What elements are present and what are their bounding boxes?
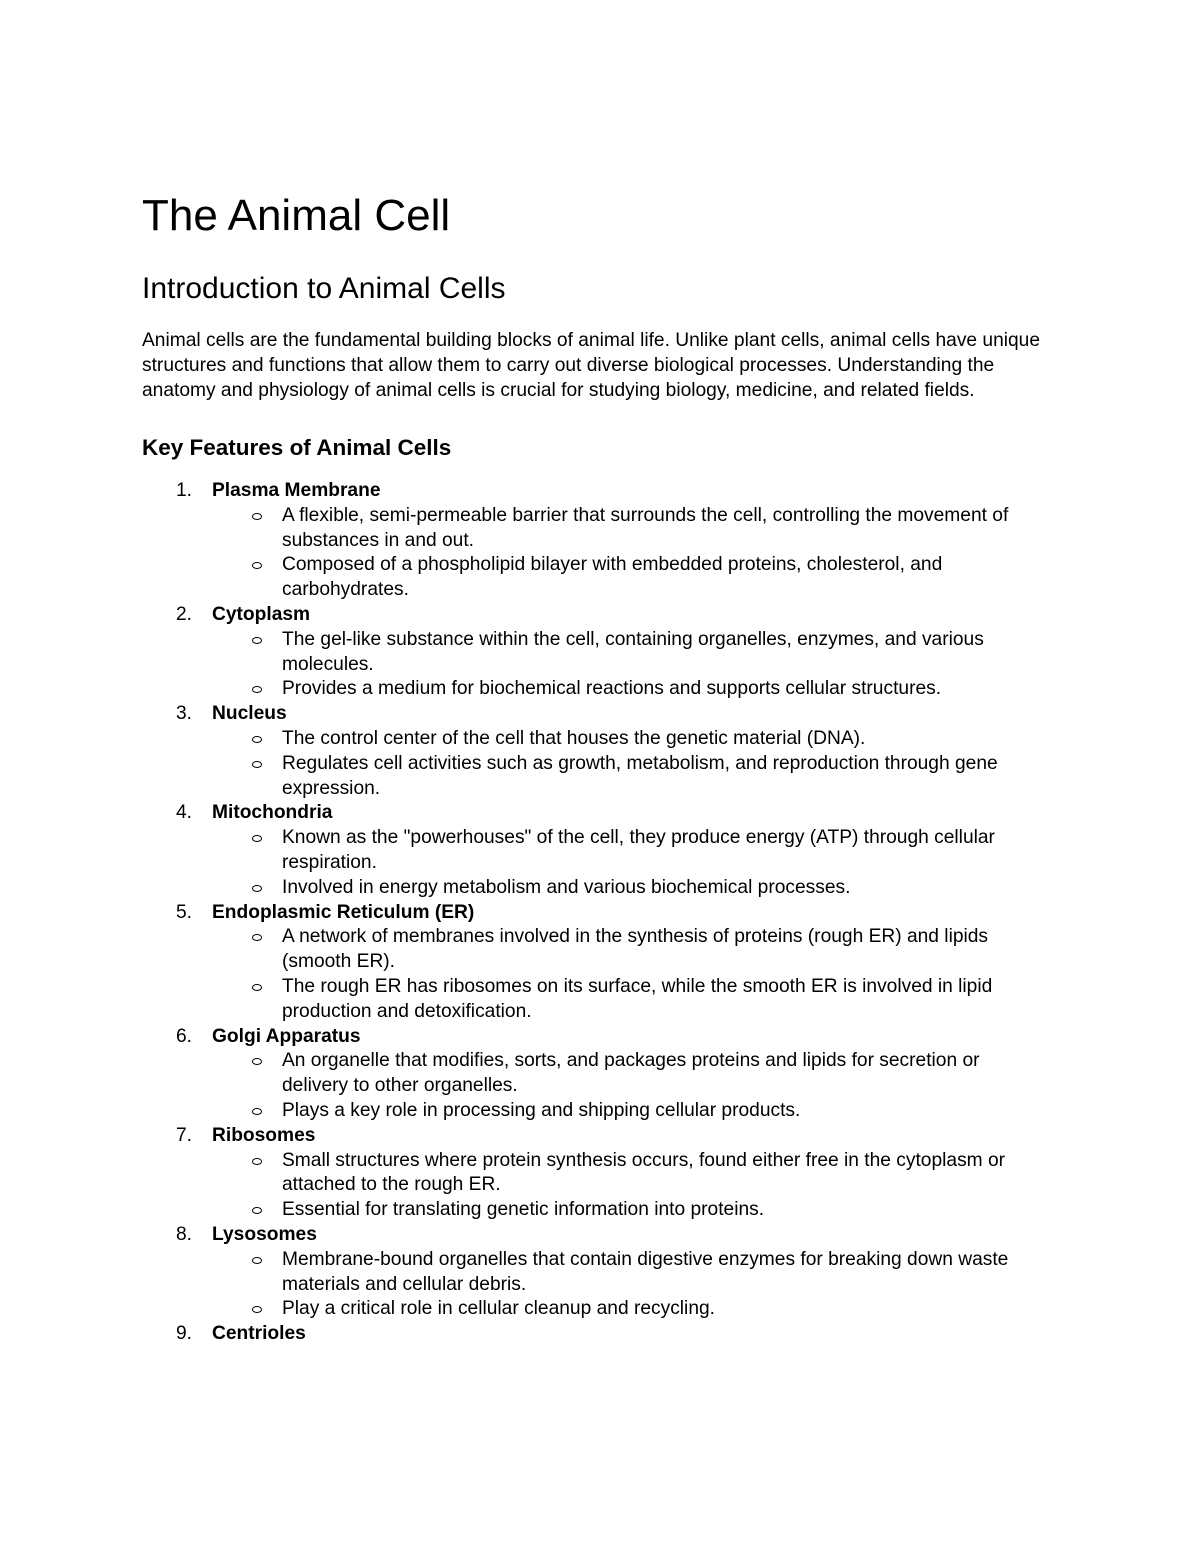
feature-item [142,1124,1047,1223]
feature-detail-text: Play a critical role in cellular cleanup and recycling. [282,1298,715,1320]
feature-detail [212,752,1047,802]
feature-number: 5. [176,901,193,923]
hollow-bullet-icon [252,934,262,941]
feature-name: Mitochondria [212,802,333,824]
hollow-bullet-icon [252,1306,262,1313]
hollow-bullet-icon [252,1108,262,1115]
hollow-bullet-icon [252,835,262,842]
hollow-bullet-icon [252,885,262,892]
hollow-bullet-icon [252,513,262,520]
feature-name: Lysosomes [212,1223,317,1245]
hollow-bullet-icon [252,1058,262,1065]
hollow-bullet-icon [252,1207,262,1214]
feature-detail [212,1198,1047,1223]
feature-detail-text: The rough ER has ribosomes on its surface, while the smooth ER is involved in lipid production and detoxification. [282,975,993,1022]
feature-detail-text: A network of membranes involved in the synthesis of proteins (rough ER) and lipids (smooth ER). [282,926,989,973]
feature-item [142,702,1047,801]
feature-number: 6. [176,1025,193,1047]
feature-detail [212,826,1047,876]
feature-name: Endoplasmic Reticulum (ER) [212,901,475,923]
feature-item [142,801,1047,900]
feature-item [142,901,1047,1025]
features-list [142,479,1047,1347]
feature-name: Plasma Membrane [212,480,381,501]
feature-details [212,504,1047,603]
hollow-bullet-icon [252,637,262,644]
hollow-bullet-icon [252,761,262,768]
feature-item [142,479,1047,603]
feature-detail-text: Composed of a phospholipid bilayer with embedded proteins, cholesterol, and carbohydrates. [282,554,943,601]
feature-details [212,826,1047,900]
feature-name: Cytoplasm [212,603,311,625]
intro-heading: Introduction to Animal Cells [142,272,506,305]
feature-details [212,925,1047,1024]
feature-detail [212,1099,1047,1124]
features-heading: Key Features of Animal Cells [142,435,452,460]
feature-item [142,1025,1047,1124]
feature-detail [212,628,1047,678]
feature-detail [212,876,1047,901]
feature-detail-text: Membrane-bound organelles that contain digestive enzymes for breaking down waste materials and cellular debris. [282,1248,1009,1295]
feature-detail-text: Known as the "powerhouses" of the cell, they produce energy (ATP) through cellular respiration. [282,827,995,873]
feature-detail [212,975,1047,1025]
feature-name: Golgi Apparatus [212,1025,361,1047]
feature-number: 4. [176,802,193,824]
feature-detail-text: Plays a key role in processing and shipping cellular products. [282,1099,801,1121]
feature-item [142,1322,1047,1347]
hollow-bullet-icon [252,984,262,991]
feature-detail-text: The gel-like substance within the cell, containing organelles, enzymes, and various molecules. [282,628,984,675]
feature-details [212,727,1047,801]
feature-detail [212,1149,1047,1199]
feature-detail [212,1049,1047,1099]
feature-detail-text: Involved in energy metabolism and various biochemical processes. [282,876,851,898]
feature-detail [212,1248,1047,1298]
feature-number: 2. [176,603,193,625]
feature-item [142,603,1047,702]
feature-detail-text: The control center of the cell that houses the genetic material (DNA). [282,727,866,749]
feature-number: 7. [176,1124,193,1146]
hollow-bullet-icon [252,1257,262,1264]
feature-detail-text: Essential for translating genetic information into proteins. [282,1199,765,1221]
feature-detail-text: Regulates cell activities such as growth, metabolism, and reproduction through gene expression. [282,752,998,799]
hollow-bullet-icon [252,1158,262,1165]
feature-number: 3. [176,703,193,725]
feature-detail [212,553,1047,603]
feature-detail [212,504,1047,554]
feature-item [142,1223,1047,1322]
feature-details [212,1248,1047,1322]
feature-detail-text: Provides a medium for biochemical reactions and supports cellular structures. [282,678,942,700]
feature-detail-text: Small structures where protein synthesis occurs, found either free in the cytoplasm or attached to the rough ER. [282,1149,1006,1196]
feature-details [212,628,1047,702]
document-title: The Animal Cell [142,191,451,240]
feature-number: 1. [176,480,193,501]
feature-detail [212,925,1047,975]
feature-details [212,1049,1047,1123]
hollow-bullet-icon [252,686,262,693]
feature-detail-text: A flexible, semi-permeable barrier that surrounds the cell, controlling the movement of substances in and out. [282,504,1009,551]
feature-detail [212,677,1047,702]
document-content [142,190,1047,1347]
hollow-bullet-icon [252,562,262,569]
feature-detail [212,1297,1047,1322]
feature-name: Ribosomes [212,1124,316,1146]
feature-name: Centrioles [212,1323,306,1345]
feature-detail [212,727,1047,752]
feature-name: Nucleus [212,703,287,725]
feature-details [212,1149,1047,1223]
hollow-bullet-icon [252,736,262,743]
feature-number: 9. [176,1323,193,1345]
feature-number: 8. [176,1223,193,1245]
intro-paragraph: Animal cells are the fundamental building blocks of animal life. Unlike plant cells, animal cells have unique structures and functions that allow them to carry out diverse biological processes. Understanding the anatomy and physiology of animal cells is crucial for studying biology, medicine, and related fields. [142,330,1041,401]
feature-detail-text: An organelle that modifies, sorts, and packages proteins and lipids for secretion or delivery to other organelles. [282,1050,980,1097]
